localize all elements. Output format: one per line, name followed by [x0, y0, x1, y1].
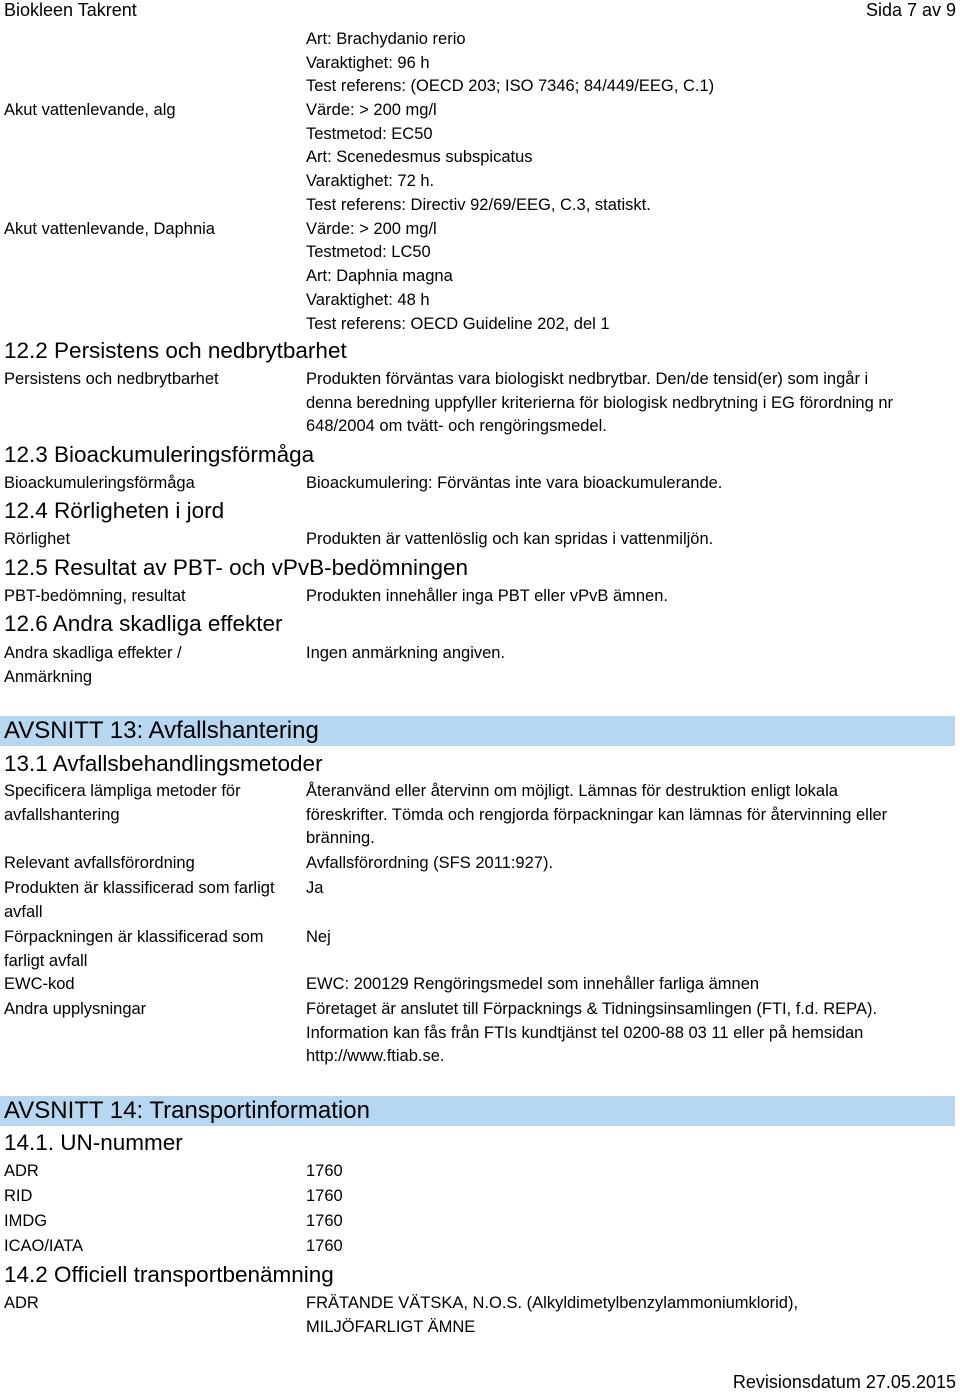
section-13-1-heading: 13.1 Avfallsbehandlingsmetoder	[4, 751, 323, 776]
packaging-hazardous-label: Förpackningen är klassificerad som farligt avfall	[4, 928, 264, 970]
other-effects-value: Ingen anmärkning angiven.	[306, 644, 506, 662]
daphnia-value: Värde: > 200 mg/l	[306, 220, 437, 238]
alg-value: Värde: > 200 mg/l	[306, 101, 437, 119]
section-14-1-heading: 14.1. UN-nummer	[4, 1130, 183, 1155]
ewc-value: EWC: 200129 Rengöringsmedel som innehåller farliga ämnen	[306, 975, 760, 993]
section-14-2-heading: 14.2 Officiell transportbenämning	[4, 1262, 334, 1287]
persistence-label: Persistens och nedbrytbarhet	[4, 370, 219, 388]
un-rid-label: RID	[4, 1187, 33, 1205]
un-icao-value: 1760	[306, 1237, 343, 1255]
section-13-title: AVSNITT 13: Avfallshantering	[4, 717, 319, 744]
shipping-name-label: ADR	[4, 1294, 39, 1312]
section-12-6-heading: 12.6 Andra skadliga effekter	[4, 611, 283, 636]
shipping-name-value: FRÄTANDE VÄTSKA, N.O.S. (Alkyldimetylbenzylammoniumklorid), MILJÖFARLIGT ÄMNE	[306, 1294, 799, 1336]
section-12-5-heading: 12.5 Resultat av PBT- och vPvB-bedömningen	[4, 555, 469, 580]
waste-regulation-value: Avfallsförordning (SFS 2011:927).	[306, 854, 554, 872]
product-hazardous-value: Ja	[306, 879, 324, 897]
waste-methods-label: Specificera lämpliga metoder för avfallshantering	[4, 782, 241, 824]
daphnia-method: Testmetod: LC50	[306, 243, 431, 261]
ewc-label: EWC-kod	[4, 975, 75, 993]
fish-species: Art: Brachydanio rerio	[306, 30, 466, 48]
section-12-2-heading: 12.2 Persistens och nedbrytbarhet	[4, 338, 347, 363]
alg-reference: Test referens: Directiv 92/69/EEG, C.3, statiskt.	[306, 196, 651, 214]
fish-reference: Test referens: (OECD 203; ISO 7346; 84/449/EEG, C.1)	[306, 77, 715, 95]
product-name: Biokleen Takrent	[4, 0, 137, 20]
un-imdg-label: IMDG	[4, 1212, 48, 1230]
revision-date: Revisionsdatum 27.05.2015	[732, 1372, 956, 1392]
packaging-hazardous-value: Nej	[306, 928, 331, 946]
daphnia-species: Art: Daphnia magna	[306, 267, 453, 285]
page-number: Sida 7 av 9	[865, 0, 956, 20]
section-12-4-heading: 12.4 Rörligheten i jord	[4, 498, 225, 523]
waste-methods-value: Återanvänd eller återvinn om möjligt. Lämnas för destruktion enligt lokala föreskrifter. Tömda och rengjorda förpackningar kan lämnas för återvinning eller bränning.	[306, 782, 888, 848]
daphnia-reference: Test referens: OECD Guideline 202, del 1	[306, 315, 610, 333]
alg-duration: Varaktighet: 72 h.	[306, 172, 435, 190]
pbt-label: PBT-bedömning, resultat	[4, 587, 186, 605]
other-info-label: Andra upplysningar	[4, 1000, 147, 1018]
daphnia-label: Akut vattenlevande, Daphnia	[4, 220, 215, 238]
waste-regulation-label: Relevant avfallsförordning	[4, 854, 195, 872]
un-adr-label: ADR	[4, 1162, 39, 1180]
un-icao-label: ICAO/IATA	[4, 1237, 84, 1255]
bioaccumulation-value: Bioackumulering: Förväntas inte vara bioackumulerande.	[306, 474, 723, 492]
alg-label: Akut vattenlevande, alg	[4, 101, 176, 119]
other-effects-label: Andra skadliga effekter / Anmärkning	[4, 644, 182, 686]
persistence-value: Produkten förväntas vara biologiskt nedbrytbar. Den/de tensid(er) som ingår i denna beredning uppfyller kriterierna för biologisk nedbrytning i EG förordning nr 648/2004 om tvätt- och rengöringsmedel.	[306, 370, 894, 436]
daphnia-duration: Varaktighet: 48 h	[306, 291, 430, 309]
other-info-value: Företaget är anslutet till Förpacknings & Tidningsinsamlingen (FTI, f.d. REPA). Information kan fås från FTIs kundtjänst tel 0200-88 03 11 eller på hemsidan http://www.ftiab.se.	[306, 1000, 878, 1066]
fish-duration: Varaktighet: 96 h	[306, 54, 430, 72]
product-hazardous-label: Produkten är klassificerad som farligt avfall	[4, 879, 275, 921]
alg-method: Testmetod: EC50	[306, 125, 433, 143]
un-imdg-value: 1760	[306, 1212, 343, 1230]
alg-species: Art: Scenedesmus subspicatus	[306, 148, 533, 166]
mobility-value: Produkten är vattenlöslig och kan spridas i vattenmiljön.	[306, 530, 714, 548]
section-14-title: AVSNITT 14: Transportinformation	[4, 1097, 370, 1124]
un-rid-value: 1760	[306, 1187, 343, 1205]
un-adr-value: 1760	[306, 1162, 343, 1180]
section-12-3-heading: 12.3 Bioackumuleringsförmåga	[4, 442, 315, 467]
mobility-label: Rörlighet	[4, 530, 71, 548]
pbt-value: Produkten innehåller inga PBT eller vPvB ämnen.	[306, 587, 668, 605]
bioaccumulation-label: Bioackumuleringsförmåga	[4, 474, 195, 492]
